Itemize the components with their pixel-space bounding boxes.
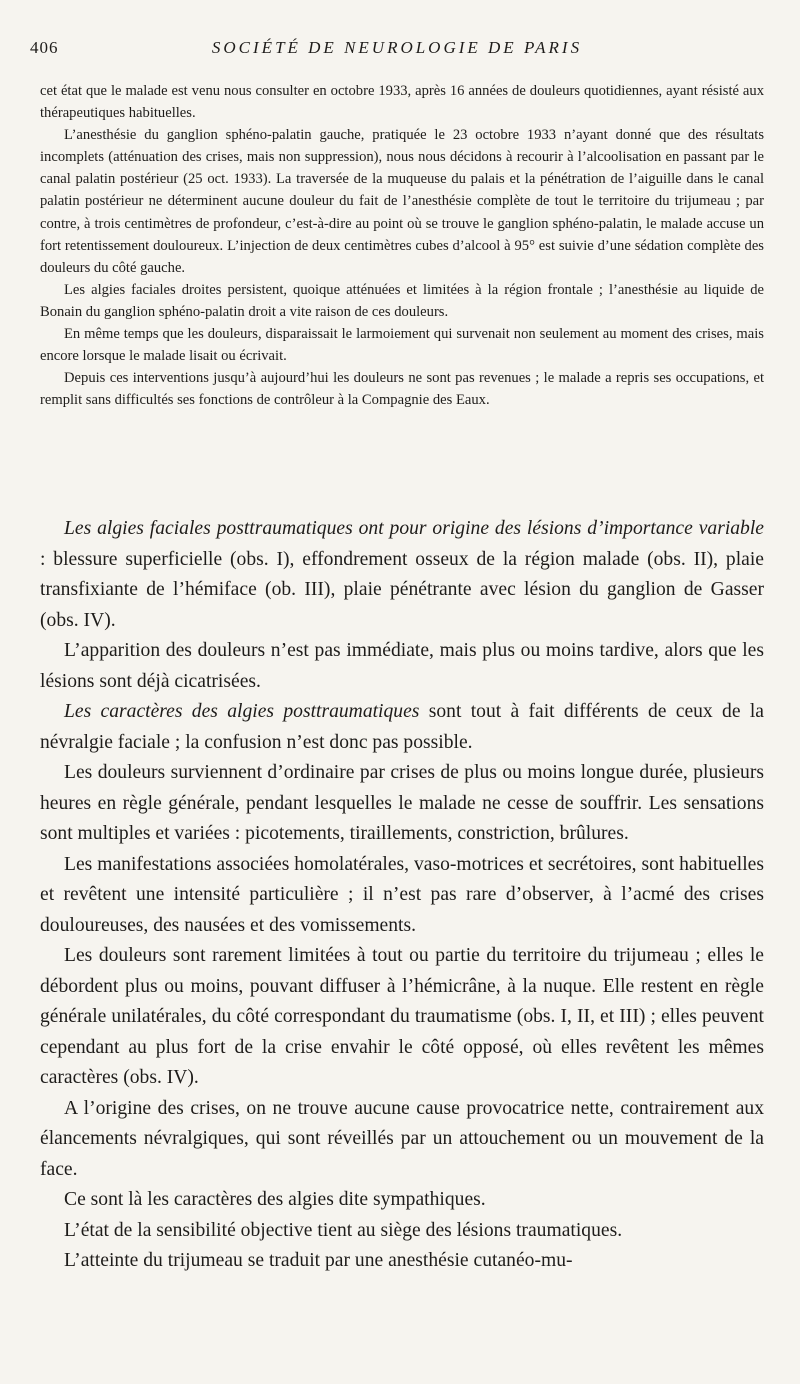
emphasis-text: Les algies faciales posttraumatiques ont pour origine des lésions d’importance variable (64, 518, 764, 539)
discussion-paragraph (40, 514, 764, 636)
discussion-paragraph: Les manifestations associées homolatérales, vaso-motrices et secrétoires, sont habituelles et revêtent une intensité particulière ; il n’est pas rare d’observer, à l’acmé des crises douloureuses, des nausées et des vomissements. (40, 853, 764, 936)
running-head: SOCIÉTÉ DE NEUROLOGIE DE PARIS (211, 38, 583, 57)
case-paragraph: En même temps que les douleurs, disparaissait le larmoiement qui survenait non seulement au moment des crises, mais encore lorsque le malade lisait ou écrivait. (40, 326, 764, 365)
body-text: : blessure superficielle (obs. I), effondrement osseux de la région malade (obs. II), plaie transfixiante de l’hémiface (ob. III), plaie pénétrante avec lésion du ganglion de Gasser (obs. IV). (40, 548, 764, 631)
discussion-paragraph: L’apparition des douleurs n’est pas immédiate, mais plus ou moins tardive, alors que les lésions sont déjà cicatrisées. (40, 640, 764, 692)
case-paragraph: Depuis ces interventions jusqu’à aujourd’hui les douleurs ne sont pas revenues ; le malade a repris ses occupations, et remplit sans difficultés ses fonctions de contrôleur à la Compagnie des Eaux. (40, 370, 764, 409)
discussion-paragraph: L’état de la sensibilité objective tient au siège des lésions traumatiques. (64, 1219, 623, 1241)
case-report-block (40, 80, 764, 411)
page-header (30, 38, 764, 62)
case-paragraph: Les algies faciales droites persistent, quoique atténuées et limitées à la région frontale ; l’anesthésie au liquide de Bonain du ganglion sphéno-palatin droit a vite raison de ces douleurs. (40, 281, 764, 320)
page-number: 406 (30, 38, 59, 57)
case-paragraph: L’anesthésie du ganglion sphéno-palatin gauche, pratiquée le 23 octobre 1933 n’ayant donné que des résultats incomplets (atténuation des crises, mais non suppression), nous nous décidons à recourir à l’alcoolisation en passant par le canal palatin postérieur (25 oct. 1933). La traversée de la muqueuse du palais et la pénétration de l’aiguille dans le canal palatin postérieur ne déterminent aucune douleur du fait de l’anesthésie complète de tout le territoire du trijumeau ; par contre, à trois centimètres de profondeur, c’est-à-dire au point où se trouve le ganglion sphéno-palatin, le malade accuse un fort retentissement douloureux. L’injection de deux centimètres cubes d’alcool à 95° est suivie d’une sédation complète des douleurs du côté gauche. (40, 127, 764, 276)
discussion-paragraph (40, 697, 764, 758)
discussion-block (40, 514, 764, 1277)
discussion-paragraph: Ce sont là les caractères des algies dite sympathiques. (64, 1189, 486, 1210)
emphasis-text: Les caractères des algies posttraumatiques (64, 701, 420, 722)
case-paragraph: cet état que le malade est venu nous consulter en octobre 1933, après 16 années de douleurs quotidiennes, ayant résisté aux thérapeutiques habituelles. (40, 83, 764, 122)
body-text: sont tout à fait différents de ceux de la névralgie faciale ; la confusion n’est donc pas possible. (40, 701, 764, 753)
discussion-paragraph: L’atteinte du trijumeau se traduit par une anesthésie cutanéo-mu- (64, 1250, 573, 1271)
discussion-paragraph: A l’origine des crises, on ne trouve aucune cause provocatrice nette, contrairement aux élancements névralgiques, qui sont réveillés par un attouchement ou un mouvement de la face. (40, 1097, 764, 1180)
discussion-paragraph: Les douleurs sont rarement limitées à tout ou partie du territoire du trijumeau ; elles le débordent plus ou moins, pouvant diffuser à l’hémicrâne, à la nuque. Elle restent en règle générale unilatérales, du côté correspondant du traumatisme (obs. I, II, et III) ; elles peuvent cependant au plus fort de la crise envahir le côté opposé, où elles revêtent les mêmes caractères (obs. IV). (40, 945, 764, 1088)
discussion-paragraph: Les douleurs surviennent d’ordinaire par crises de plus ou moins longue durée, plusieurs heures en règle générale, pendant lesquelles le malade ne cesse de souffrir. Les sensations sont multiples et variées : picotements, tiraillements, constriction, brûlures. (40, 762, 764, 844)
